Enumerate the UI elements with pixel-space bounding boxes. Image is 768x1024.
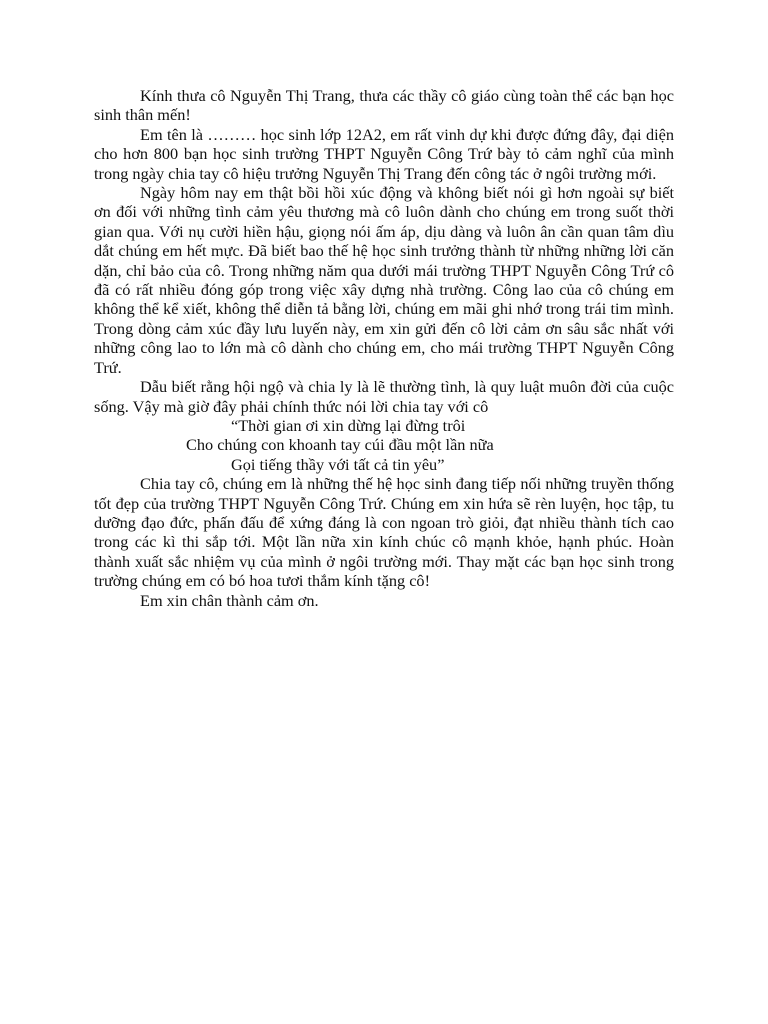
greeting-paragraph: Kính thưa cô Nguyễn Thị Trang, thưa các thầy cô giáo cùng toàn thể các bạn học sinh thân mến! [94, 86, 674, 125]
poem-quote [94, 416, 674, 474]
poem-line-3: Gọi tiếng thầy với tất cả tin yêu” [231, 454, 445, 474]
closing-line: Em xin chân thành cảm ơn. [140, 590, 319, 610]
promise-paragraph: Chia tay cô, chúng em là những thế hệ học sinh đang tiếp nối những truyền thống tốt đẹp của trường THPT Nguyễn Công Trứ. Chúng em xin hứa sẽ rèn luyện, học tập, tu dưỡng đạo đức, phấn đấu để xứng đáng là con ngoan trò giỏi, đạt nhiều thành tích cao trong các kì thi sắp tới. Một lần nữa xin kính chúc cô mạnh khỏe, hạnh phúc. Hoàn thành xuất sắc nhiệm vụ của mình ở ngôi trường mới. Thay mặt các bạn học sinh trong trường chúng em có bó hoa tươi thắm kính tặng cô! [94, 474, 674, 591]
poem-line-1: “Thời gian ơi xin dừng lại đừng trôi [231, 415, 466, 435]
document-page [94, 86, 674, 610]
farewell-paragraph: Dẫu biết rằng hội ngộ và chia ly là lẽ thường tình, là quy luật muôn đời của cuộc sống. Vậy mà giờ đây phải chính thức nói lời chia tay với cô [94, 377, 674, 416]
gratitude-paragraph: Ngày hôm nay em thật bồi hồi xúc động và không biết nói gì hơn ngoài sự biết ơn đối với những tình cảm yêu thương mà cô luôn dành cho chúng em trong suốt thời gian qua. Với nụ cười hiền hậu, giọng nói ấm áp, dịu dàng và luôn ân cần quan tâm dìu dắt chúng em hết mực. Đã biết bao thế hệ học sinh trưởng thành từ những những lời căn dặn, chỉ bảo của cô. Trong những năm qua dưới mái trường THPT Nguyễn Công Trứ cô đã có rất nhiều đóng góp trong việc xây dựng nhà trường. Công lao của cô chúng em không thể kể xiết, không thể diễn tả bằng lời, chúng em mãi ghi nhớ trong trái tim mình. Trong dòng cảm xúc đầy lưu luyến này, em xin gửi đến cô lời cảm ơn sâu sắc nhất với những công lao to lớn mà cô dành cho chúng em, cho mái trường THPT Nguyễn Công Trứ. [94, 183, 674, 377]
poem-line-2: Cho chúng con khoanh tay cúi đầu một lần nữa [186, 435, 494, 455]
introduction-paragraph: Em tên là ……… học sinh lớp 12A2, em rất vinh dự khi được đứng đây, đại diện cho hơn 800 bạn học sinh trường THPT Nguyễn Công Trứ bày tỏ cảm nghĩ của mình trong ngày chia tay cô hiệu trưởng Nguyễn Thị Trang đến công tác ở ngôi trường mới. [94, 124, 674, 183]
